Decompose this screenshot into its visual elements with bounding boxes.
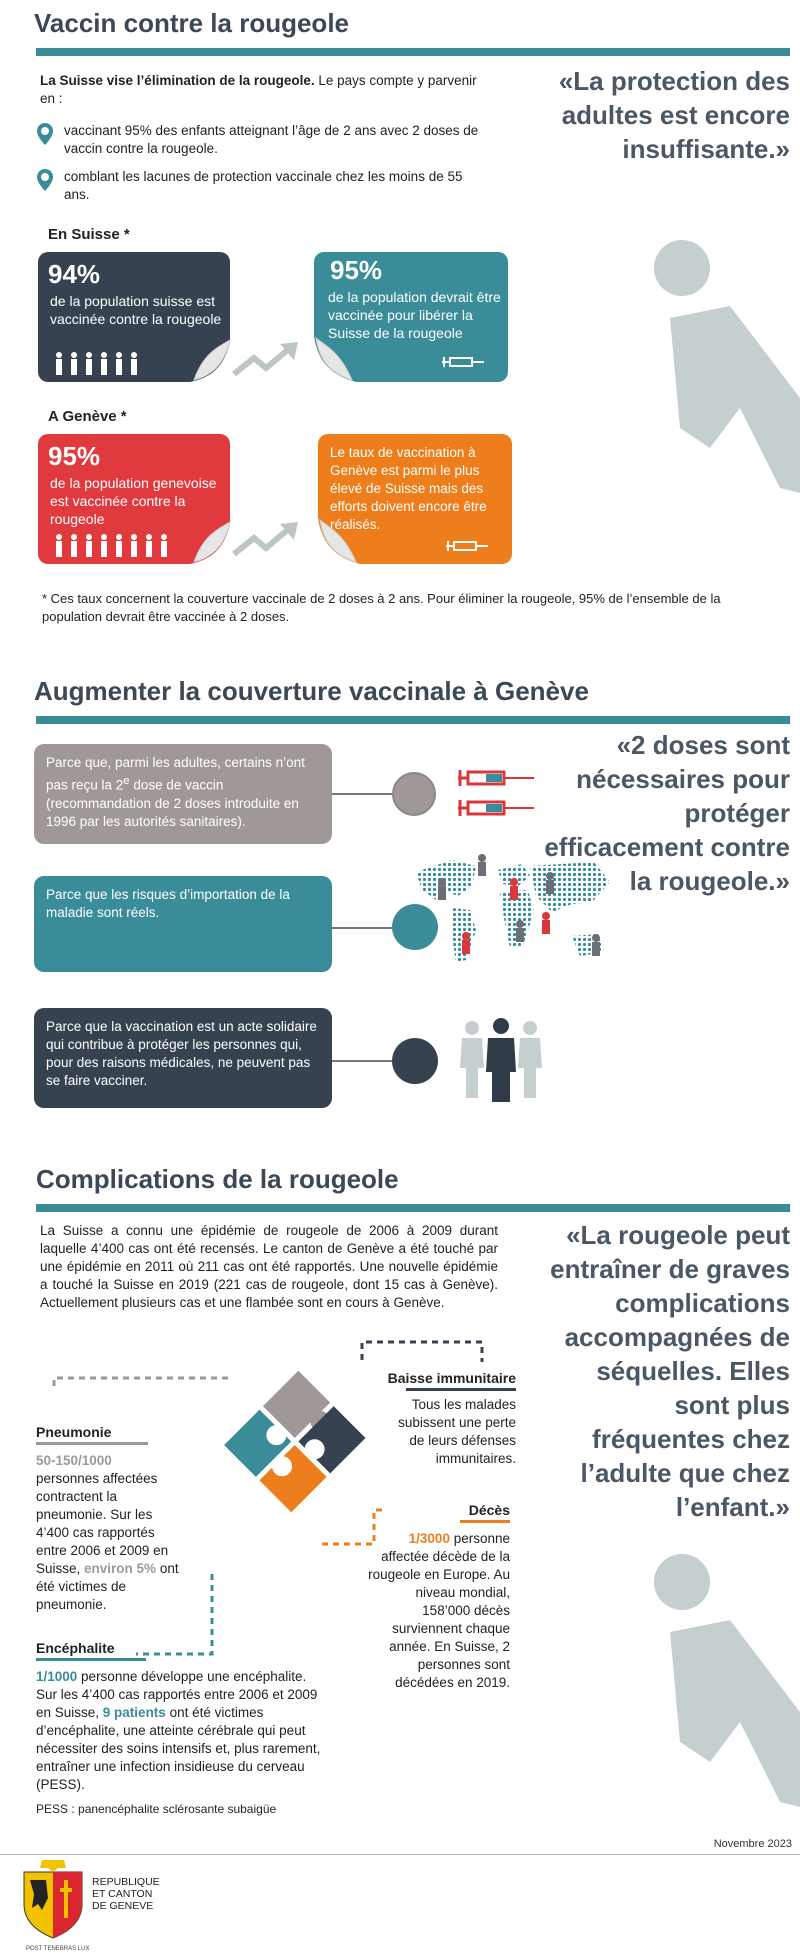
geneve-label: A Genève * [48,408,127,425]
footer-rule [0,1854,800,1855]
reason1-sup: e [123,775,130,787]
page-curl-icon [190,338,234,384]
reason1-text-b: dose de vaccin (recommandation de 2 doses introduite en 1996 par les autorités sanitaires). [46,777,299,829]
section3-title: Complications de la rougeole [36,1164,399,1194]
immunitaire-text: Tous les malades subissent une perte de leurs défenses immunitaires. [398,1397,516,1466]
reason3-dot [392,1038,438,1084]
footer-org [92,1876,160,1912]
suisse-card2-pct: 95% [330,255,383,285]
deces-underline [460,1520,510,1523]
pneumonie-text [36,1452,186,1614]
encephalite-text-a: personne développe une encéphalite. Sur les 4’400 cas rapportés entre 2006 et 2009 en Suisse, [36,1669,318,1720]
section1-intro [40,72,490,108]
geneve-card1-text: de la population genevoise est vaccinée contre la rougeole [50,475,217,527]
encephalite-stat2: 9 patients [102,1705,166,1720]
deces-stat: 1/3000 [408,1531,450,1546]
section2-title: Augmenter la couverture vaccinale à Genève [34,676,589,706]
section2-quote: «2 doses sont nécessaires pour protéger efficacement contre la rougeole.» [544,730,790,896]
page-curl-icon [312,336,356,384]
suisse-card1-text: de la population suisse est vaccinée contre la rougeole [50,293,222,327]
reason1-dot [392,772,436,816]
location-pin-icon [36,122,54,146]
suisse-card1-pct: 94% [48,259,101,289]
section1-bullet1: vaccinant 95% des enfants atteignant l’âge de 2 ans avec 2 doses de vaccin contre la rougeole. [64,123,479,156]
footer-date: Novembre 2023 [713,1838,792,1850]
encephalite-text-b: ont été victimes d’encéphalite, une atteinte cérébrale qui peut nécessiter des soins intensifs et, plus rarement, entraîner une infection insidieuse du cerveau (PESS). [36,1705,321,1792]
syringe-icon [446,538,490,554]
section1-title: Vaccin contre la rougeole [34,8,349,38]
section1-intro-rest: Le pays compte y parvenir en : [40,73,477,106]
org-line2: ET CANTON [92,1888,153,1900]
geneve-card2-text: Le taux de vaccination à Genève est parmi le plus élevé de Suisse mais des efforts doivent encore être réalisés. [330,445,487,532]
section1-bullet2: comblant les lacunes de protection vaccinale chez les moins de 55 ans. [64,169,463,202]
section1-intro-bold: La Suisse vise l’élimination de la rougeole. [40,73,315,88]
org-line1: REPUBLIQUE [92,1876,160,1888]
org-line3: DE GENEVE [92,1900,154,1912]
pneumonie-text-b: ont été victimes de pneumonie. [36,1561,179,1612]
people-group-icon [458,1018,544,1102]
section2-rule [36,716,790,724]
deces-text [366,1530,510,1692]
deces-text-body: personne affectée décède de la rougeole en Europe. Au niveau mondial, 158’000 décès surviennent chaque année. En Suisse, 2 personnes sont décédées en 2019. [368,1531,510,1690]
pneumonie-underline [36,1442,148,1445]
section3-intro: La Suisse a connu une épidémie de rougeole de 2006 à 2009 durant laquelle 4’400 cas ont été recensés. Le canton de Genève a été touché par une épidémie en 2011 où 211 cas ont été rapportés. Une nouvelle épidémie a touché la Suisse en 2019 (221 cas de rougeole, dont 15 cas à Genève). Actuellement plusieurs cas et une flambée sont en cours à Genève. [40,1223,498,1310]
section3-quote: «La rougeole peut entraîner de graves complications accompagnées de séquelles. Elles sont plus fréquentes chez l’adulte que chez l’enfant.» [550,1220,790,1522]
syringes-icon [458,766,538,826]
reason-card-solidarity [34,1008,332,1108]
pess-note: PESS : panencéphalite sclérosante subaigüe [36,1802,277,1816]
connector-line [332,1060,392,1062]
reason1-text-a: Parce que, parmi les adultes, certains n’ont pas reçu la 2 [46,755,305,793]
encephalite-stat: 1/1000 [36,1669,78,1684]
page-curl-icon [316,518,360,566]
puzzle-icon [172,1356,378,1568]
syringe-icon [442,354,486,370]
encephalite-text [36,1668,326,1794]
geneva-coat-of-arms-logo [20,1858,86,1942]
suisse-label: En Suisse * [48,226,130,243]
deces-title: Décès [468,1502,510,1518]
people-row-icon [54,352,144,376]
reason-card-second-dose [34,744,332,844]
people-row-icon [54,534,174,558]
pneumonie-text-a: personnes affectées contractent la pneumonie. Sur les 4’400 cas rapportés entre 2006 et 2009 en Suisse, [36,1471,169,1576]
location-pin-icon [36,168,54,192]
reason3-text: Parce que la vaccination est un acte solidaire qui contribue à protéger les personnes qui, pour des raisons médicales, ne peuvent pas se faire vacciner. [46,1019,317,1088]
encephalite-title: Encéphalite [36,1640,115,1656]
connector-line [332,793,392,795]
suisse-card2-text: de la population devrait être vaccinée pour libérer la Suisse de la rougeole [328,289,501,341]
reason-card-importation [34,876,332,972]
section3-rule [36,1204,790,1212]
world-map-icon [412,852,618,974]
encephalite-underline [36,1658,146,1661]
pneumonie-stat: 50-150/1000 [36,1453,112,1468]
trend-arrow-icon [232,520,302,560]
footer-motto: POST TENEBRAS LUX [26,1946,90,1952]
immunitaire-title: Baisse immunitaire [387,1370,516,1386]
trend-arrow-icon [232,340,302,380]
section1-rule [36,48,790,56]
connector-line [332,927,392,929]
section1-footnote: * Ces taux concernent la couverture vaccinale de 2 doses à 2 ans. Pour éliminer la rougeole, 95% de l’ensemble de la population devrait être vaccinée à 2 doses. [42,591,721,624]
pneumonie-title: Pneumonie [36,1424,112,1440]
person-silhouette-icon [640,238,800,498]
geneve-card1-pct: 95% [48,441,101,471]
page-curl-icon [190,520,234,566]
section1-quote: «La protection des adultes est encore insuffisante.» [558,66,790,164]
person-silhouette-icon [640,1552,800,1812]
immunitaire-underline [406,1388,516,1391]
reason2-text: Parce que les risques d’importation de la maladie sont réels. [46,887,290,920]
pneumonie-stat2: environ 5% [84,1561,157,1576]
